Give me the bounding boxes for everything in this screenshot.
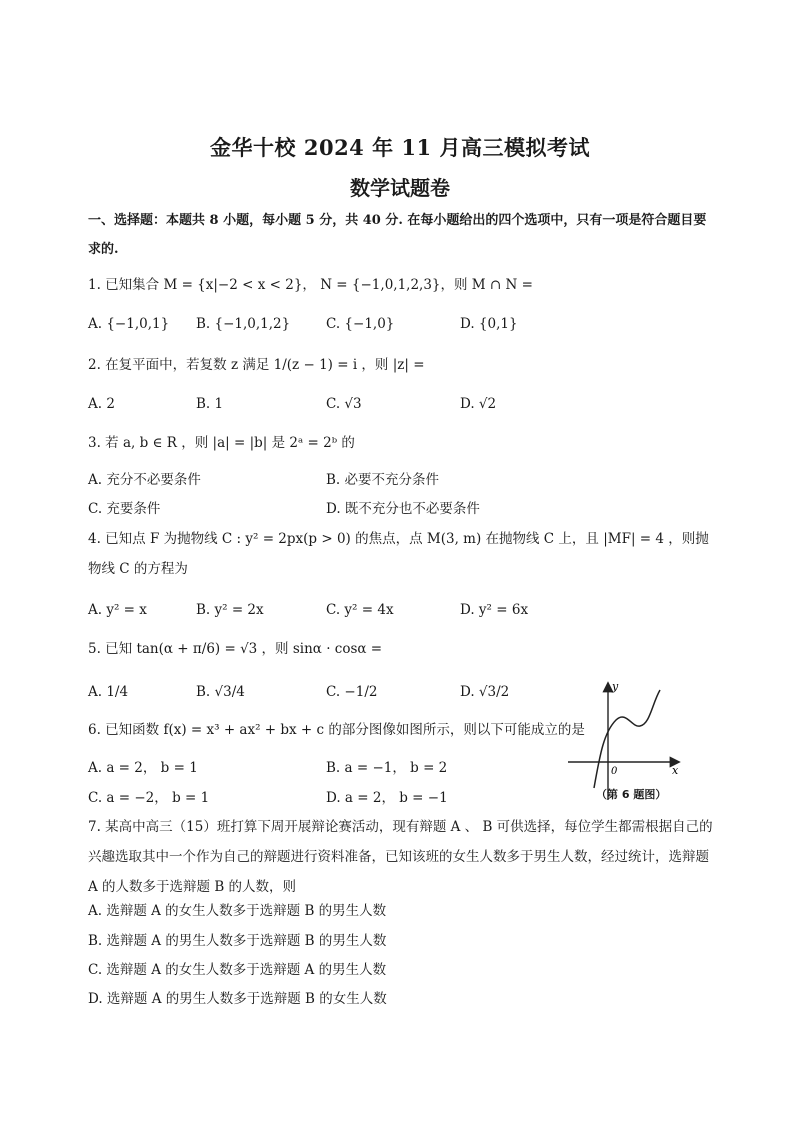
question-2-options — [88, 396, 568, 416]
option-d: D. √3/2 — [460, 684, 510, 700]
question-6-stem: 6. 已知函数 f(x) = x³ + ax² + bx + c 的部分图像如图所示，则以下可能成立的是 — [88, 722, 585, 738]
option-a: A. 选辩题 A 的女生人数多于选辩题 B 的男生人数 — [88, 903, 387, 919]
question-7-stem: 7. 某高中高三（15）班打算下周开展辩论赛活动，现有辩题 A 、 B 可供选择，每位学生都需根据自己的兴趣选取其中一个作为自己的辩题进行资料准备，已知该班的女生人数多于男生人数，经过统计，选辩题 A 的人数多于选辩题 B 的人数，则 — [88, 819, 713, 895]
option-a: A. {−1,0,1} — [88, 316, 170, 332]
question-3-stem: 3. 若 a, b ∈ R ，则 |a| = |b| 是 2ᵃ = 2ᵇ 的 — [88, 435, 355, 451]
y-axis-label: y — [612, 680, 619, 693]
option-d: D. √2 — [460, 396, 497, 412]
question-5-stem: 5. 已知 tan(α + π/6) = √3 ，则 sinα · cosα = — [88, 641, 383, 657]
option-d: D. {0,1} — [460, 316, 518, 332]
question-6-options-row1 — [88, 756, 568, 776]
question-2-stem: 2. 在复平面中，若复数 z 满足 1/(z − 1) = i ，则 |z| = — [88, 357, 425, 373]
option-d: D. 选辩题 A 的男生人数多于选辩题 B 的女生人数 — [88, 991, 387, 1007]
option-d: D. a = 2， b = −1 — [326, 790, 448, 806]
option-c: C. 充要条件 — [88, 501, 161, 517]
option-b: B. y² = 2x — [196, 602, 264, 618]
question-5-options — [88, 684, 568, 704]
question-1-stem: 1. 已知集合 M = {x|−2 < x < 2}， N = {−1,0,1,2,3}，则 M ∩ N = — [88, 277, 533, 293]
x-axis-label: x — [672, 764, 679, 777]
origin-label: 0 — [611, 766, 618, 777]
option-c: C. 选辩题 A 的女生人数多于选辩题 A 的男生人数 — [88, 962, 387, 978]
exam-title: 金华十校 2024 年 11 月高三模拟考试 — [210, 135, 590, 160]
option-c: C. {−1,0} — [326, 316, 395, 332]
option-b: B. a = −1， b = 2 — [326, 760, 448, 776]
option-d: D. y² = 6x — [460, 602, 529, 618]
option-c: C. √3 — [326, 396, 362, 412]
option-b: B. 1 — [196, 396, 224, 412]
question-4-options — [88, 602, 568, 622]
question-3-options-row1 — [88, 468, 568, 488]
option-a: A. 1/4 — [88, 684, 129, 700]
option-c: C. y² = 4x — [326, 602, 394, 618]
section-instructions: 一、选择题：本题共 8 小题，每小题 5 分，共 40 分. 在每小题给出的四个选项中，只有一项是符合题目要求的. — [88, 213, 707, 257]
option-b: B. 选辩题 A 的男生人数多于选辩题 B 的男生人数 — [88, 933, 387, 949]
option-b: B. 必要不充分条件 — [326, 472, 440, 488]
option-a: A. y² = x — [88, 602, 147, 618]
question-4-stem: 4. 已知点 F 为抛物线 C : y² = 2px(p > 0) 的焦点，点 M(3, m) 在抛物线 C 上，且 |MF| = 4 ，则抛物线 C 的方程为 — [88, 531, 709, 577]
option-b: B. √3/4 — [196, 684, 245, 700]
question-1-options — [88, 316, 568, 336]
option-c: C. a = −2， b = 1 — [88, 790, 210, 806]
option-a: A. 充分不必要条件 — [88, 472, 201, 488]
figure-caption: （第 6 题图） — [596, 788, 667, 801]
option-a: A. 2 — [88, 396, 115, 412]
option-c: C. −1/2 — [326, 684, 378, 700]
cubic-curve — [594, 690, 660, 788]
option-d: D. 既不充分也不必要条件 — [326, 501, 480, 517]
question-3-options-row2 — [88, 497, 568, 517]
option-a: A. a = 2， b = 1 — [88, 760, 198, 776]
option-b: B. {−1,0,1,2} — [196, 316, 291, 332]
question-6-options-row2 — [88, 786, 568, 806]
exam-subtitle: 数学试题卷 — [350, 176, 450, 200]
